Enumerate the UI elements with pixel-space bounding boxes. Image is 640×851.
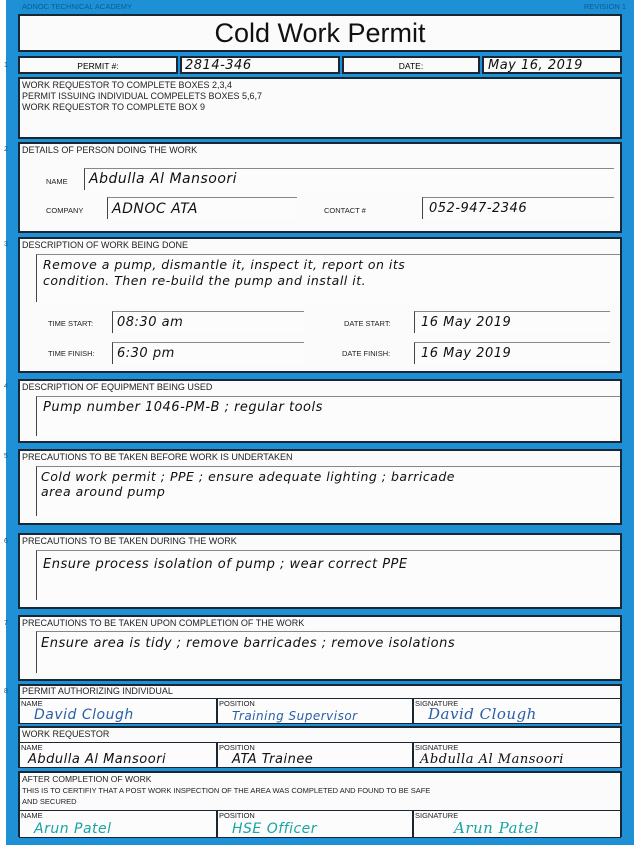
section-heading: PRECAUTIONS TO BE TAKEN BEFORE WORK IS UNDERTAKEN bbox=[22, 452, 293, 462]
signature-label: SIGNATURE bbox=[415, 699, 459, 708]
work-description-line-1: Remove a pump, dismantle it, inspect it, report on its bbox=[43, 257, 406, 272]
revision-label: REVISION 1 bbox=[583, 2, 626, 11]
section-number-7: 7 bbox=[4, 620, 8, 627]
section-heading: WORK REQUESTOR bbox=[22, 729, 110, 739]
date-value: May 16, 2019 bbox=[488, 58, 583, 73]
permit-label: PERMIT #: bbox=[77, 61, 119, 71]
precautions-during-value: Ensure process isolation of pump ; wear correct PPE bbox=[43, 557, 408, 572]
section-number-4: 4 bbox=[4, 383, 8, 390]
requestor-signature-cell[interactable] bbox=[413, 742, 621, 768]
date-finish-value: 16 May 2019 bbox=[421, 346, 512, 361]
section-heading: PRECAUTIONS TO BE TAKEN UPON COMPLETION OF THE WORK bbox=[22, 618, 305, 628]
authorizing-name-value: David Clough bbox=[34, 707, 134, 723]
section-after-completion bbox=[18, 771, 622, 837]
signature-label: SIGNATURE bbox=[415, 743, 459, 752]
requestor-name-cell[interactable] bbox=[19, 742, 217, 768]
date-finish-field[interactable] bbox=[414, 342, 610, 364]
authorizing-position-value: Training Supervisor bbox=[232, 709, 358, 723]
page-title: Cold Work Permit bbox=[18, 14, 622, 52]
company-label: COMPANY bbox=[46, 206, 84, 215]
name-label: NAME bbox=[46, 177, 68, 186]
section-person-details bbox=[18, 142, 622, 233]
work-description-field[interactable] bbox=[36, 254, 620, 302]
section-heading: DESCRIPTION OF WORK BEING DONE bbox=[22, 240, 189, 250]
after-completion-heading: AFTER COMPLETION OF WORK bbox=[22, 774, 152, 784]
precautions-completion-value: Ensure area is tidy ; remove barricades ; remove isolations bbox=[41, 636, 456, 651]
section-work-requestor bbox=[18, 726, 622, 768]
requestor-position-cell[interactable] bbox=[217, 742, 413, 768]
precautions-before-line-1: Cold work permit ; PPE ; ensure adequate lighting ; barricade bbox=[41, 469, 455, 484]
section-number-5: 5 bbox=[4, 453, 8, 460]
time-start-field[interactable] bbox=[112, 311, 304, 333]
position-label: POSITION bbox=[219, 811, 255, 820]
date-finish-label: DATE FINISH: bbox=[342, 349, 391, 358]
equipment-field[interactable] bbox=[36, 396, 620, 436]
inspector-signature-cell[interactable] bbox=[413, 810, 621, 838]
equipment-value: Pump number 1046-PM-B ; regular tools bbox=[43, 400, 323, 415]
section-work-description bbox=[18, 237, 622, 373]
inspector-name-value: Arun Patel bbox=[34, 821, 112, 837]
contact-label: CONTACT # bbox=[324, 206, 366, 215]
contact-field[interactable] bbox=[422, 197, 614, 219]
date-start-value: 16 May 2019 bbox=[421, 315, 512, 330]
inspector-signature: Arun Patel bbox=[454, 819, 540, 837]
requestor-name-value: Abdulla Al Mansoori bbox=[28, 752, 167, 767]
date-field[interactable] bbox=[482, 56, 622, 74]
instruction-line-3: WORK REQUESTOR TO COMPLETE BOX 9 bbox=[22, 102, 206, 112]
name-label: NAME bbox=[21, 743, 43, 752]
position-label: POSITION bbox=[219, 699, 255, 708]
requestor-position-value: ATA Trainee bbox=[232, 752, 314, 767]
section-precautions-during bbox=[18, 533, 622, 609]
time-finish-label: TIME FINISH: bbox=[48, 349, 95, 358]
section-heading: DESCRIPTION OF EQUIPMENT BEING USED bbox=[22, 382, 213, 392]
company-field[interactable] bbox=[107, 197, 297, 219]
requestor-signature: Abdulla Al Mansoori bbox=[420, 752, 564, 767]
name-label: NAME bbox=[21, 699, 43, 708]
organization-name: ADNOC TECHNICAL ACADEMY bbox=[22, 2, 133, 11]
inspector-position-value: HSE Officer bbox=[232, 821, 318, 837]
authorizing-signature-cell[interactable] bbox=[413, 698, 621, 724]
company-value: ADNOC ATA bbox=[112, 201, 198, 217]
instruction-line-2: PERMIT ISSUING INDIVIDUAL COMPELETS BOXES 5,6,7 bbox=[22, 91, 263, 101]
certify-line-1: THIS IS TO CERTIFIY THAT A POST WORK INSPECTION OF THE AREA WAS COMPLETED AND FOUND TO BE SAFE bbox=[22, 786, 431, 795]
time-finish-field[interactable] bbox=[112, 342, 304, 364]
time-finish-value: 6:30 pm bbox=[117, 346, 175, 361]
precautions-before-line-2: area around pump bbox=[41, 484, 166, 499]
section-number-6: 6 bbox=[4, 538, 8, 545]
section-precautions-before bbox=[18, 449, 622, 525]
section-heading: PRECAUTIONS TO BE TAKEN DURING THE WORK bbox=[22, 536, 237, 546]
time-start-label: TIME START: bbox=[48, 319, 94, 328]
section-number-8: 8 bbox=[4, 688, 8, 695]
section-equipment bbox=[18, 379, 622, 443]
permit-number-field[interactable] bbox=[180, 56, 340, 74]
name-field[interactable] bbox=[84, 168, 614, 190]
date-label-box bbox=[342, 56, 480, 74]
instructions-box bbox=[18, 77, 622, 139]
name-value: Abdulla Al Mansoori bbox=[89, 171, 238, 187]
permit-label-box bbox=[18, 56, 178, 74]
position-label: POSITION bbox=[219, 743, 255, 752]
instruction-line-1: WORK REQUESTOR TO COMPLETE BOXES 2,3,4 bbox=[22, 80, 233, 90]
section-number-3: 3 bbox=[4, 241, 8, 248]
contact-value: 052-947-2346 bbox=[429, 201, 528, 216]
section-precautions-completion bbox=[18, 615, 622, 681]
form-header-line bbox=[22, 2, 630, 12]
permit-number-value: 2814-346 bbox=[185, 58, 252, 73]
section-number-1: 1 bbox=[4, 62, 8, 69]
section-authorizing-individual bbox=[18, 684, 622, 724]
work-description-line-2: condition. Then re-build the pump and install it. bbox=[43, 273, 367, 288]
precautions-completion-field[interactable] bbox=[36, 631, 620, 673]
certify-line-2: AND SECURED bbox=[22, 797, 77, 806]
inspector-name-cell[interactable] bbox=[19, 810, 217, 838]
authorizing-name-cell[interactable] bbox=[19, 698, 217, 724]
date-label: DATE: bbox=[398, 61, 424, 71]
section-number-2: 2 bbox=[4, 146, 8, 153]
precautions-during-field[interactable] bbox=[36, 550, 620, 600]
authorizing-position-cell[interactable] bbox=[217, 698, 413, 724]
date-start-field[interactable] bbox=[414, 311, 610, 333]
date-start-label: DATE START: bbox=[344, 319, 391, 328]
inspector-position-cell[interactable] bbox=[217, 810, 413, 838]
precautions-before-field[interactable] bbox=[36, 466, 620, 516]
authorizing-signature: David Clough bbox=[428, 705, 537, 723]
section-heading: DETAILS OF PERSON DOING THE WORK bbox=[22, 145, 198, 155]
name-label: NAME bbox=[21, 811, 43, 820]
time-start-value: 08:30 am bbox=[117, 315, 184, 330]
section-heading: PERMIT AUTHORIZING INDIVIDUAL bbox=[22, 686, 173, 696]
signature-label: SIGNATURE bbox=[415, 811, 459, 820]
